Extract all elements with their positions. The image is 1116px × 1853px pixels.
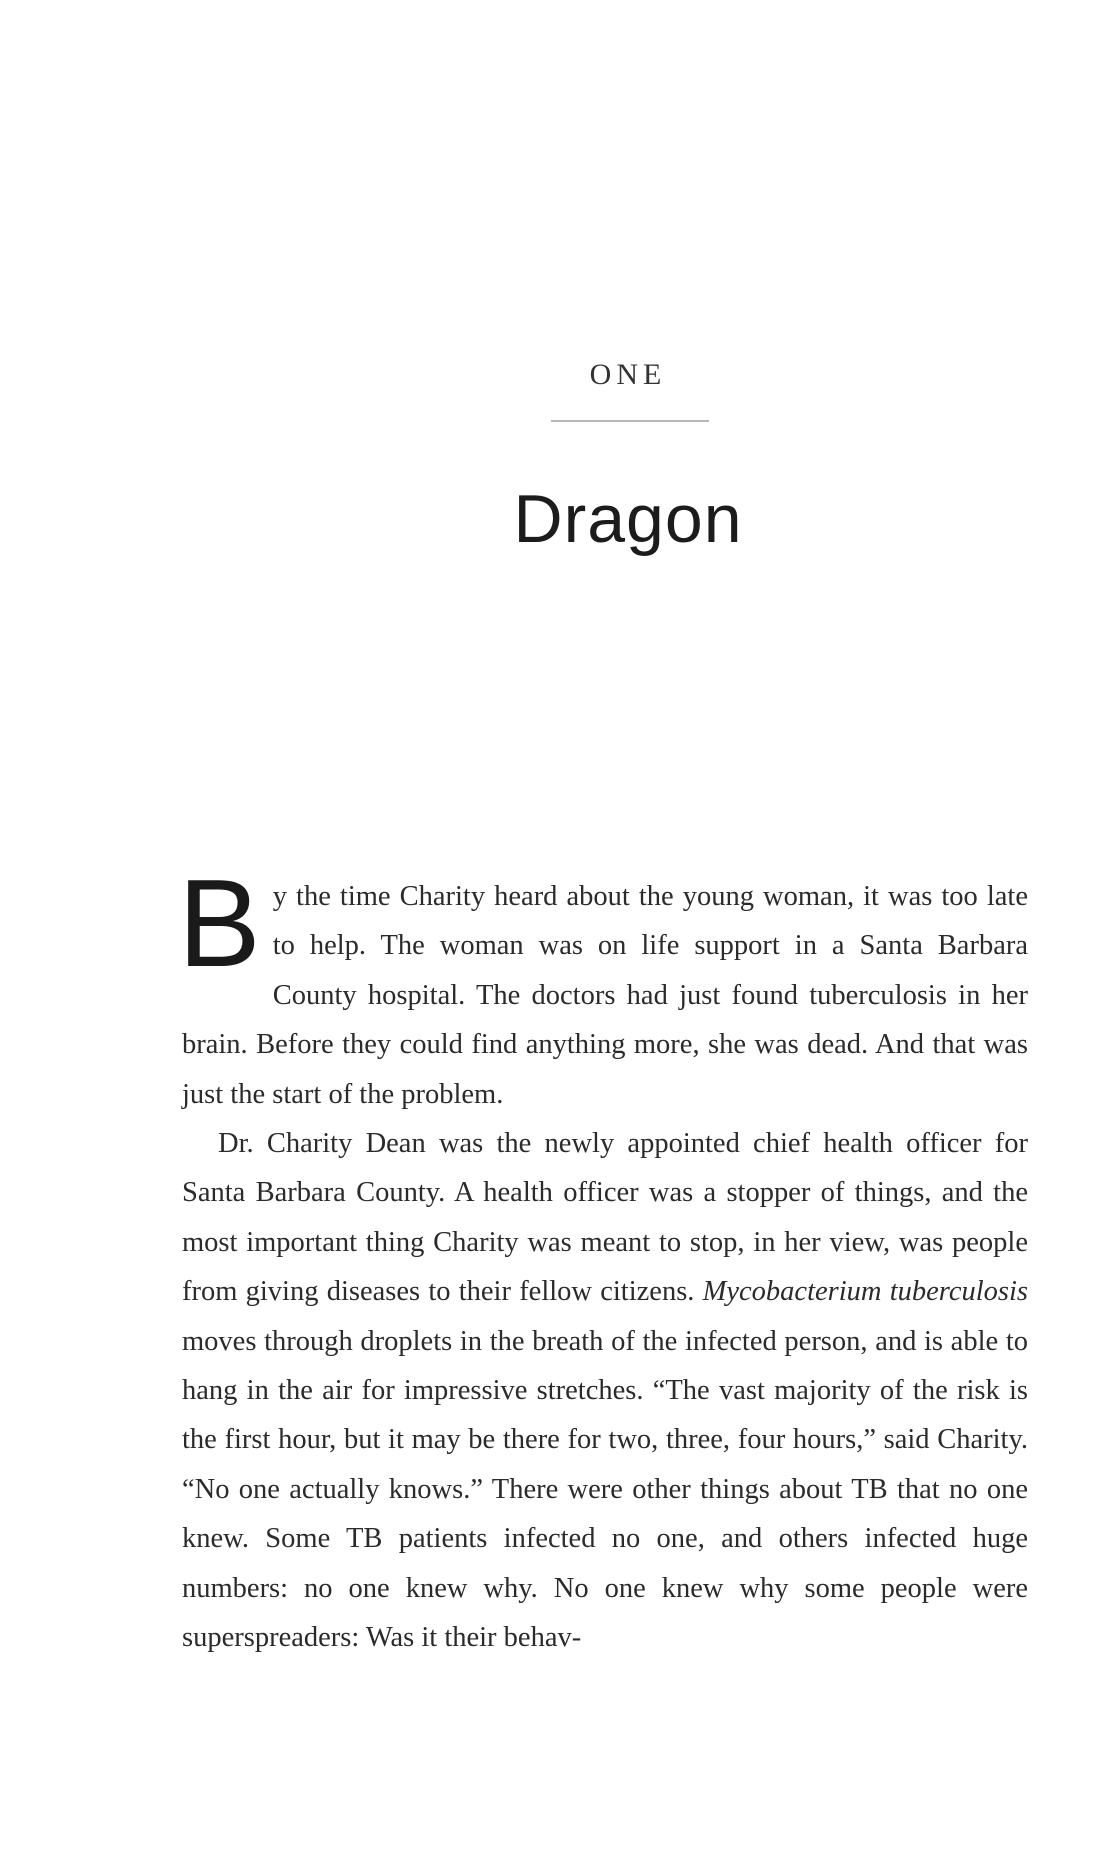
paragraph-1 [178,855,1028,1119]
paragraph-2 [182,1119,1028,1662]
drop-cap: B [178,855,261,993]
paragraph-2-text-end: moves through droplets in the breath of the infected person, and is able to hang in the air for impressive stretches. “The vast majority of the risk is the first hour, but it may be there for two, three, four hours,” said Charity. “No one actually knows.” There were other things about TB that no one knew. Some TB patients infected no one, and others infected huge numbers: no one knew why. No one knew why some people were superspreaders: Was it their behav- [182,1325,1028,1654]
chapter-divider [551,420,709,422]
paragraph-2-italic-term: Mycobacterium tuberculosis [702,1276,1028,1308]
paragraph-1-text: y the time Charity heard about the young woman, it was too late to help. The woman was on life support in a Santa Barbara County hospital. The doctors had just found tuberculosis in her brain. Before they could find anything more, she was dead. And that was just the start of the problem. [182,881,1028,1110]
chapter-title: Dragon [513,481,743,557]
paragraph-2-text-start: Dr. Charity Dean was the newly appointed chief health officer for Santa Barbara County. A health officer was a stopper of things, and the most important thing Charity was meant to stop, in her view, was people from giving diseases to their fellow citizens. [182,1128,1028,1308]
chapter-number: ONE [589,358,667,391]
chapter-body [178,855,1028,1663]
